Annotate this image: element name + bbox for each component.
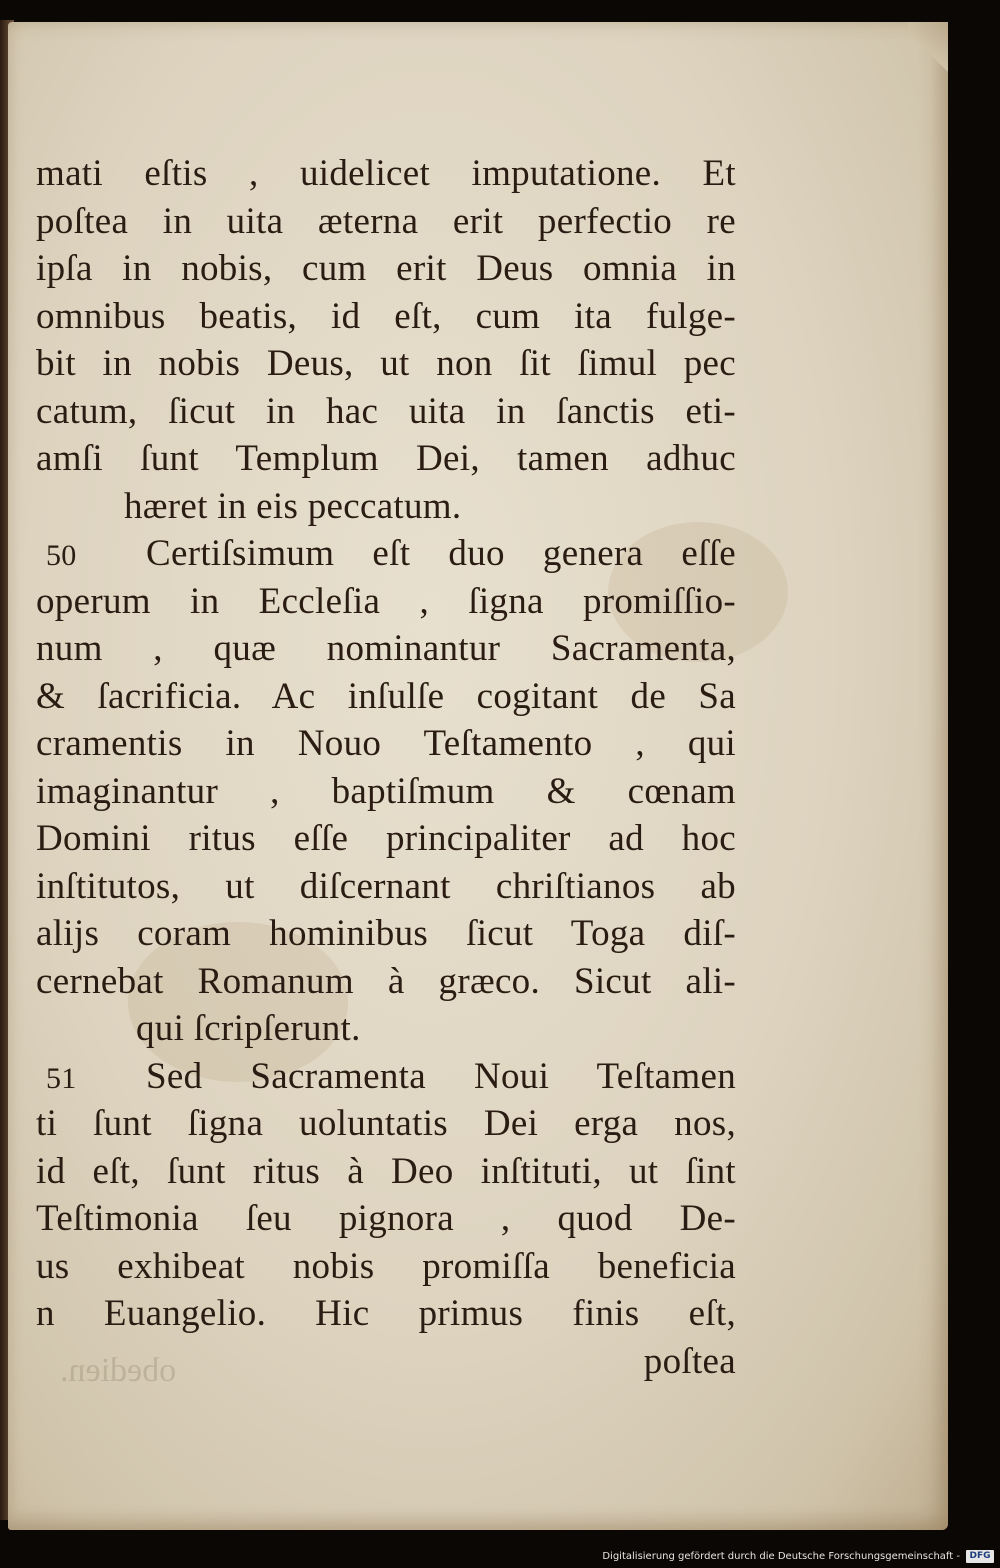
section-50-heading <box>36 530 736 578</box>
text-line: imaginantur , baptiſmum & cœnam <box>36 770 736 812</box>
text-line: Certiſsimum eſt duo genera eſſe <box>146 533 736 574</box>
section-number: 51 <box>46 1061 77 1095</box>
page-corner-fold <box>908 22 948 92</box>
text-line: Sed Sacramenta Noui Teſtamen <box>146 1055 736 1097</box>
text-line: n Euangelio. Hic primus finis eſt, <box>36 1293 736 1334</box>
dfg-logo: DFG <box>966 1550 994 1563</box>
text-line: cernebat Romanum à græco. Sicut ali- <box>36 960 736 1002</box>
text-line: omnibus beatis, id eſt, cum ita fulge- <box>36 295 736 337</box>
bleed-through-text: obedien. <box>60 1352 177 1389</box>
text-line: bit in nobis Deus, ut non ſit ſimul pec <box>36 343 736 384</box>
text-line: qui ſcripſerunt. <box>136 1008 361 1049</box>
text-line: Teſtimonia ſeu pignora , quod De- <box>36 1198 736 1239</box>
text-line: alijs coram hominibus ſicut Toga diſ- <box>36 913 736 954</box>
text-line: cramentis in Nouo Teſtamento , qui <box>36 723 736 764</box>
text-line: ipſa in nobis, cum erit Deus omnia in <box>36 248 736 289</box>
text-line: & ſacrificia. Ac inſulſe cogitant de Sa <box>36 675 736 717</box>
text-line: amſi ſunt Templum Dei, tamen adhuc <box>36 438 736 479</box>
text-line: poſtea in uita æterna erit perfectio re <box>36 200 736 242</box>
text-line: id eſt, ſunt ritus à Deo inſtituti, ut ſint <box>36 1150 736 1192</box>
text-line: Domini ritus eſſe principaliter ad hoc <box>36 818 736 859</box>
text-line: num , quæ nominantur Sacramenta, <box>36 628 736 669</box>
text-line: operum in Eccleſia , ſigna promiſſio- <box>36 580 736 622</box>
text-line: us exhibeat nobis promiſſa beneficia <box>36 1245 736 1287</box>
funding-credit: Digitalisierung gefördert durch die Deutsche Forschungsgemeinschaft - <box>602 1551 960 1562</box>
text-line: hæret in eis peccatum. <box>124 485 462 527</box>
page-text-block <box>36 150 736 1385</box>
text-line: inſtitutos, ut diſcernant chriſtianos ab <box>36 865 736 907</box>
text-line: ti ſunt ſigna uoluntatis Dei erga nos, <box>36 1103 736 1144</box>
text-line: mati eſtis , uidelicet imputatione. Et <box>36 153 736 194</box>
section-number: 50 <box>46 539 77 572</box>
text-line: catum, ſicut in hac uita in ſanctis eti- <box>36 390 736 432</box>
section-51-heading <box>36 1053 736 1101</box>
catchword: poſtea <box>643 1340 736 1382</box>
